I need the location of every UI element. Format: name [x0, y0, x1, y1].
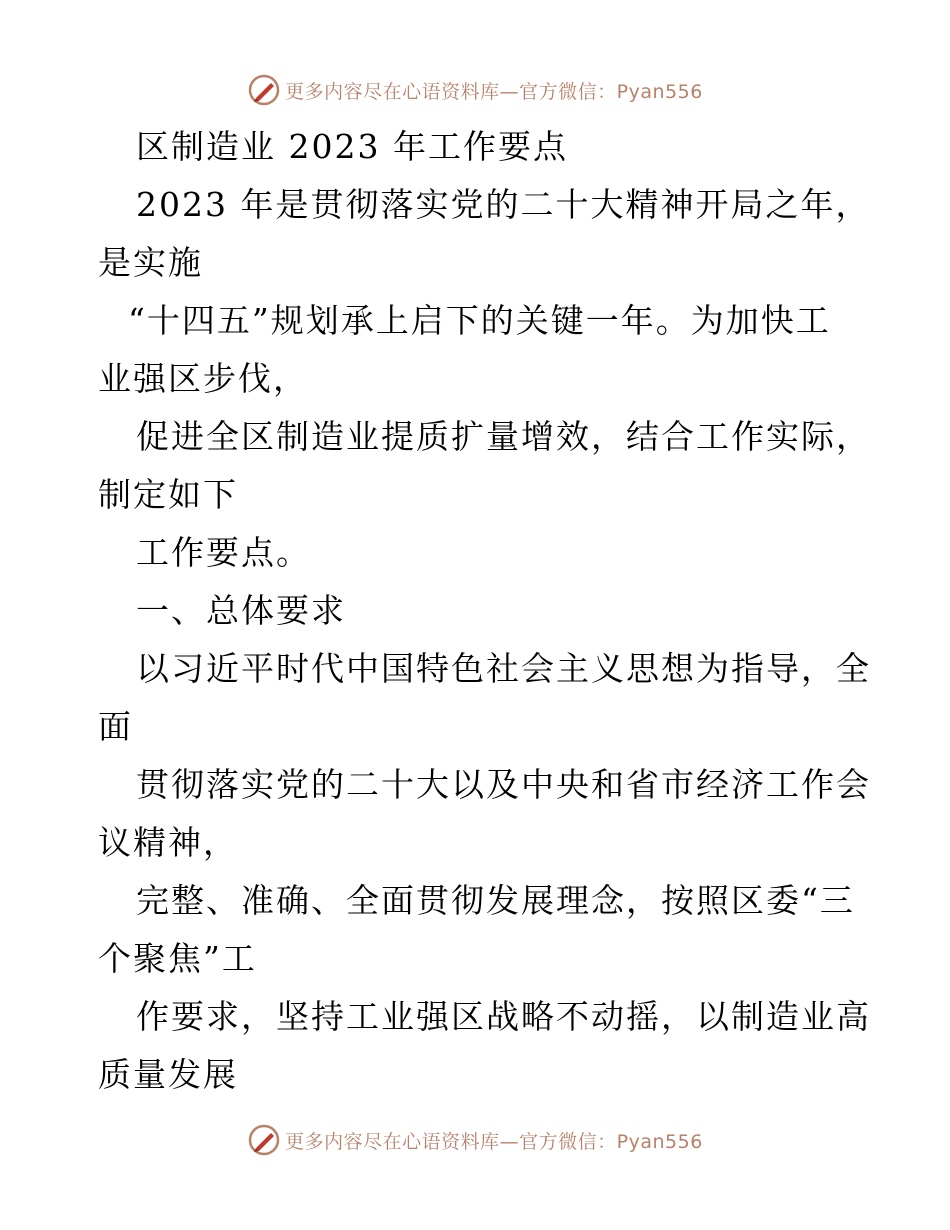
- banner-text: 更多内容尽在心语资料库—官方微信：Pyan556: [285, 1130, 703, 1153]
- banner-text: 更多内容尽在心语资料库—官方微信：Pyan556: [285, 80, 703, 103]
- text-line: 2023 年是贯彻落实党的二十大精神开局之年，: [136, 185, 871, 224]
- pen-logo-icon: [247, 73, 281, 107]
- text-line: 业强区步伐，: [98, 359, 308, 398]
- footer-banner: [0, 1120, 950, 1160]
- pen-logo-icon: [247, 1123, 281, 1157]
- document-body: [98, 118, 871, 1104]
- text-line: 完整、准确、全面贯彻发展理念，按照区委“三: [136, 881, 855, 920]
- document-title: 区制造业 2023 年工作要点: [136, 127, 568, 166]
- text-line: 质量发展: [98, 1055, 238, 1094]
- text-line: 面: [98, 707, 133, 746]
- text-line: 个聚焦”工: [98, 939, 257, 978]
- text-line: 作要求，坚持工业强区战略不动摇，以制造业高: [136, 997, 871, 1036]
- text-line: 以习近平时代中国特色社会主义思想为指导，全: [136, 649, 871, 688]
- text-line: 制定如下: [98, 475, 238, 514]
- text-line: 议精神，: [98, 823, 238, 862]
- header-banner: [0, 70, 950, 110]
- text-line: 是实施: [98, 243, 203, 282]
- text-line: 工作要点。: [136, 533, 311, 572]
- text-line: 促进全区制造业提质扩量增效，结合工作实际，: [136, 417, 871, 456]
- text-line: “十四五”规划承上启下的关键一年。为加快工: [128, 301, 831, 340]
- section-heading: 一、总体要求: [136, 591, 346, 630]
- text-line: 贯彻落实党的二十大以及中央和省市经济工作会: [136, 765, 871, 804]
